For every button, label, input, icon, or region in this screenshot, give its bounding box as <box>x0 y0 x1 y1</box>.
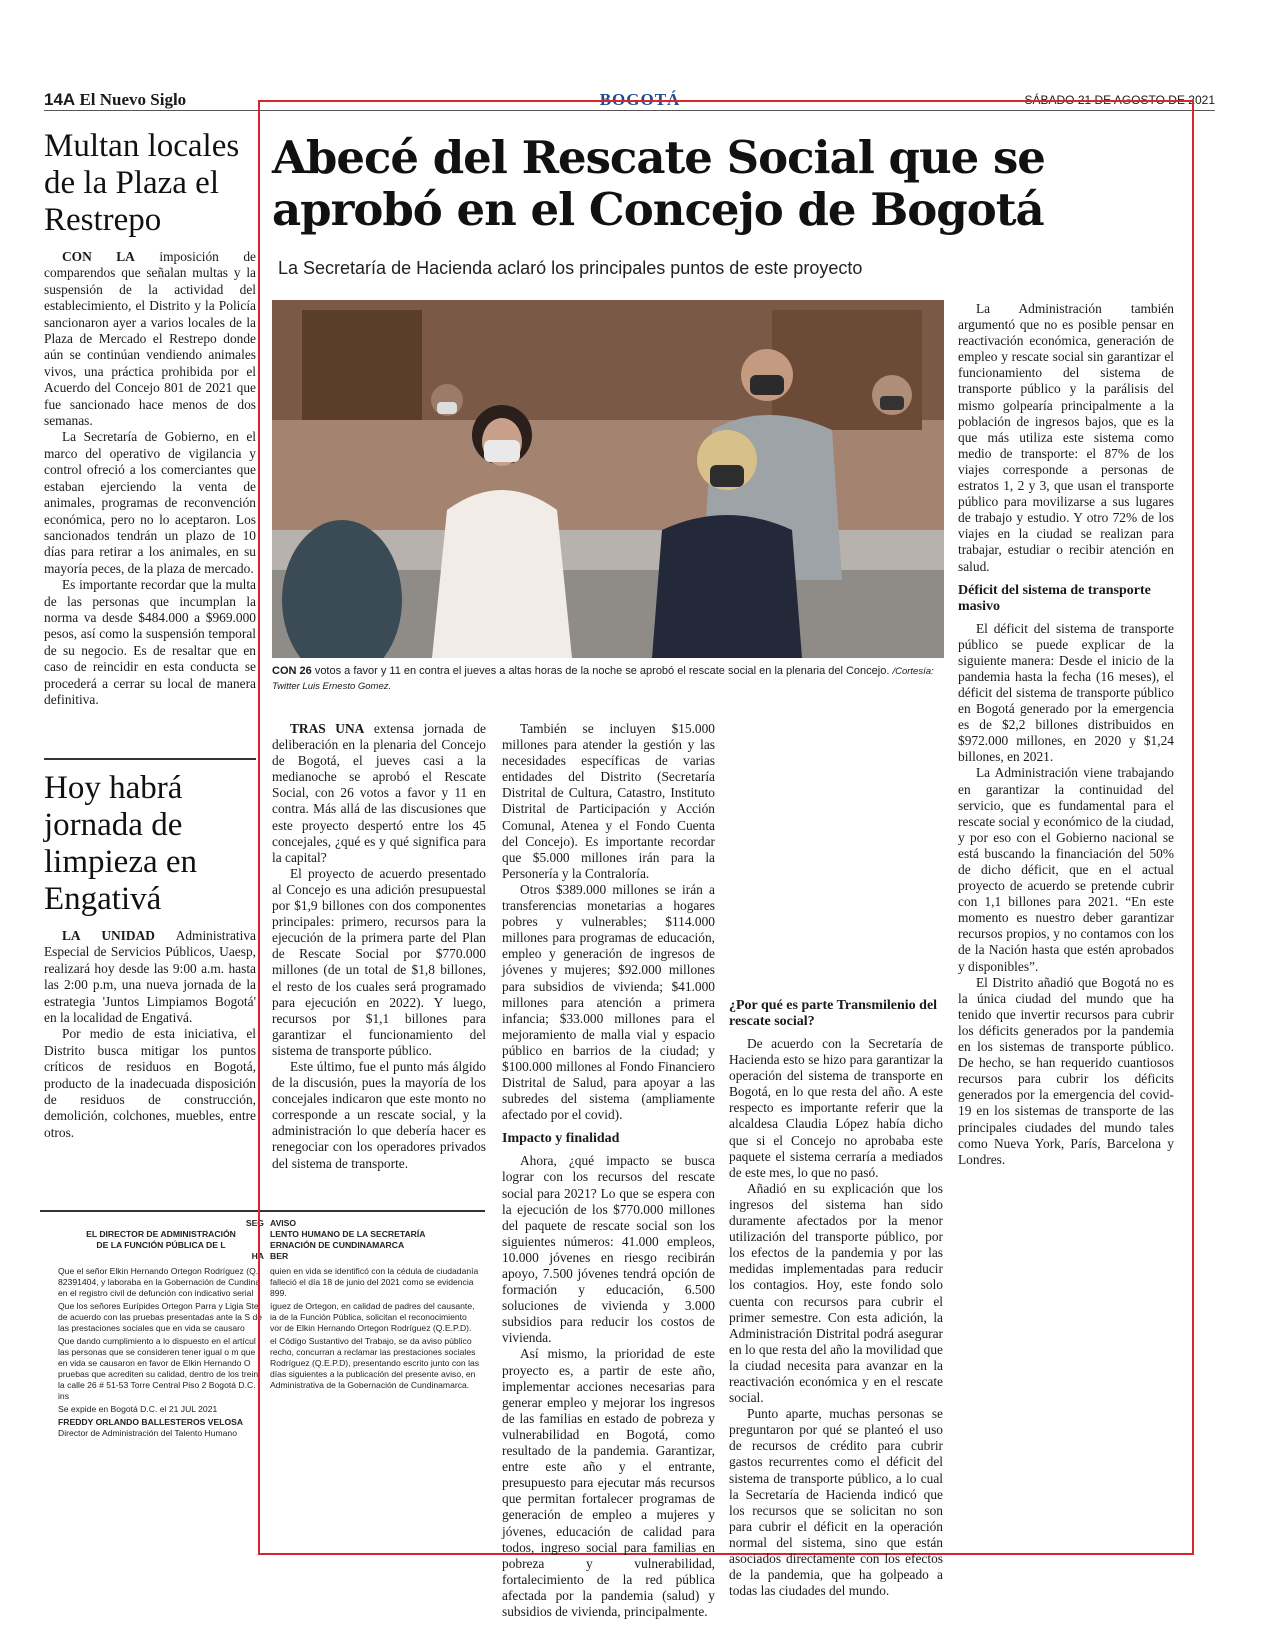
side-story-2-headline: Hoy habrá jornada de limpieza en Engativá <box>44 770 198 917</box>
side-story-1-headline: Multan locales de la Plaza el Restrepo <box>44 128 240 238</box>
notice-right-p3: el Código Sustantivo del Trabajo, se da aviso público recho, concurran a reclamar las prestaciones sociales Rodríguez (Q.E.P.D), presentando escrito junto con las días siguientes a la publicación del presente aviso, en Administrativa de la Gobernación de Cundinamarca. <box>270 1336 480 1390</box>
article-c4-p4: El Distrito añadió que Bogotá no es la única ciudad del mundo que ha tenido que invertir recursos para cubrir los déficits generados por la pandemia en los sistemas de transporte público. De hecho, se han requerido cuantiosos recursos para cubrir los déficits generados por la emergencia del covid-19 en los sistemas de transporte de las principales ciudades del mundo tales como Nueva York, París, Barcelona y Londres. <box>958 974 1174 1167</box>
notice-right-p2: íguez de Ortegon, en calidad de padres del causante, ia de la Función Pública, solicitan el reconocimiento vor de Elkin Hernando Ortegon Rodríguez (Q.E.P.D). <box>270 1301 475 1333</box>
notice-signature-role: Director de Administración del Talento Humano <box>58 1428 237 1438</box>
notice-right-p1: quien en vida se identificó con la cédula de ciudadanía falleció el día 18 de junio del 2021 como se evidencia 899. <box>270 1266 479 1298</box>
notice-left-p4: Se expide en Bogotá D.C. el 21 JUL 2021 <box>58 1404 218 1414</box>
notice-signature-name: FREDDY ORLANDO BALLESTEROS VELOSA <box>58 1417 244 1427</box>
side-story-1-p2: La Secretaría de Gobierno, en el marco del operativo de vigilancia y control ofreció a los comerciantes que estaban ejerciendo la venta de animales, programas de reconvención económica, pero no lo aceptaron. Los sancionados tendrán un plazo de 10 días para retirar a los animales, en su mayoría peces, de la plaza de mercado. <box>44 429 256 576</box>
photo-caption <box>272 664 944 694</box>
article-c1-p1: extensa jornada de deliberación en la plenaria del Concejo de Bogotá, el jueves casi a la medianoche se aprobó el Rescate Social, con 26 votos a favor y 11 en contra. Más allá de las discusiones que este proyecto despertó entre los 45 concejales, ¿qué es y qué significa para la capital? <box>272 721 486 865</box>
subhead-impacto: Impacto y finalidad <box>502 1131 620 1147</box>
article-c4-p1: La Administración también argumentó que no es posible pensar en reactivación económica, generación de empleo y rescate social sin garantizar el funcionamiento del sistema de transporte público y la parálisis del mismo golpearía principalmente a la población de ingresos bajos, que es la que más utiliza este sistema como medio de transporte: el 87% de los viajes corresponde a personas de estratos 1, 2 y 3, que usan el transporte público para movilizarse a sus lugares de trabajo y estudio. Y otro 72% de los viajes en la ciudad se realizan para trabajar, estudiar o recibir atención en salud. <box>958 301 1174 574</box>
article-lead: TRAS UNA <box>290 721 365 736</box>
section-name: BOGOTÁ <box>599 90 681 109</box>
side-divider <box>44 758 256 760</box>
side-story-2 <box>44 770 256 1141</box>
side-story-1-p3: Es importante recordar que la multa de las personas que incumplan la norma va desde $484.000 a $969.000 pesos, así como la suspensión temporal de su negocio. Es de resaltar que en caso de reincidir en esta conducta se procederá a cerrar su local de manera definitiva. <box>44 577 256 707</box>
article-c3-p1: De acuerdo con la Secretaría de Hacienda esto se hizo para garantizar la operación del sistema de transporte en Bogotá, en lo que resta del año. A este respecto es importante referir que la alcaldesa Claudia López había dicho que si el Concejo no aprobaba este paquete el sistema cerraría a mediados de este mes, lo que no pasó. <box>729 1036 943 1180</box>
legal-notice-left <box>58 1218 264 1439</box>
article-c1-p3: Este último, fue el punto más álgido de la discusión, pues la mayoría de los concejales indicaron que este monto no corresponde a un rescate social, y la administración lo que debería hacer es renegociar con los operadores privados del sistema de transporte. <box>272 1058 486 1171</box>
notice-left-heading-3: HA <box>251 1251 264 1261</box>
side-story-2-p2: Por medio de esta iniciativa, el Distrito busca mitigar los puntos críticos de residuos en Bogotá, producto de la inadecuada disposición de residuos de construcción, demolición, colchones, muebles, entre otros. <box>44 1026 256 1140</box>
article-c2-p3: Ahora, ¿qué impacto se busca lograr con los recursos del rescate social para 2021? Lo que se espera con la ejecución de los $770.000 millones del paquete de rescate social son los siguientes números: 41.000 empleos, 10.000 jóvenes en riesgo recibirán apoyo, 7.500 jóvenes tendrá opción de formación y educación, 6.500 soluciones de vivienda y 3.000 subsidios para reducir los costos de vivienda. <box>502 1153 715 1346</box>
article-photo <box>272 300 944 658</box>
notice-left-heading-1: EL DIRECTOR DE ADMINISTRACIÓN <box>86 1229 236 1239</box>
article-c2-p1: También se incluyen $15.000 millones para atender la gestión y las necesidades específicas de varias entidades del Distrito (Secretaría Distrital de Cultura, Catastro, Instituto Distrital de Participación y Acción Comunal, Atenea y el Fondo Cuenta del Concejo). Es importante recordar que $5.000 millones irán para la Personería y la Contraloría. <box>502 721 715 881</box>
page-number: 14A <box>44 90 76 109</box>
notice-right-heading-2: ERNACIÓN DE CUNDINAMARCA <box>270 1240 405 1250</box>
notice-left-p2: Que los señores Eurípides Ortegon Parra y Ligia Stel de acuerdo con las pruebas presentadas ante la S de las prestaciones sociales que en vida se causaro <box>58 1301 263 1333</box>
article-column-2 <box>502 721 715 1620</box>
article-column-1 <box>272 721 486 1172</box>
side-story-2-lead: LA UNIDAD <box>62 928 155 943</box>
article-c3-p3: Punto aparte, muchas personas se preguntaron por qué se planteó el uso de recursos de crédito para cubrir gastos recurrentes como el déficit del sistema de transporte público, a lo cual la Secretaría de Hacienda indicó que los recursos que se solicitan no son para cubrir el déficit en la operación normal del sistema, sino que están asociados directamente con los efectos de la pandemia, que ha golpeado a todas las ciudades del mundo. <box>729 1406 943 1599</box>
newspaper-name: El Nuevo Siglo <box>79 90 187 109</box>
photo-illustration <box>272 300 944 658</box>
article-c2-p2: Otros $389.000 millones se irán a transferencias monetarias a hogares pobres y vulnerables; $114.000 millones para programas de educación, empleo y generación de ingresos de jóvenes y mujeres; $92.000 millones para subsidios de vivienda; $41.000 millones para atención a primera infancia; $33.000 millones para el mejoramiento de malla vial y espacio público en barrios de la ciudad; y $100.000 millones al Fondo Financiero Distrital de Salud, para apoyar a las subredes del sistema (ampliamente afectado por el covid). <box>502 881 715 1123</box>
article-c3-p2: Añadió en su explicación que los ingresos del sistema han sido duramente afectados por la menor utilización del transporte público, por los efectos de la pandemia y por las medidas implementadas para reducir los contagios. Hoy, este fondo solo cuenta con recursos para cubrir el primer semestre. Con esta adición, la Administración Distrital podrá asegurar en lo que resta del año la movilidad que la ciudad necesita para avanzar en la reactivación económica y en el rescate social. <box>729 1180 943 1406</box>
side-story-1-lead: CON LA <box>62 249 135 264</box>
notice-left-tag: SEG <box>245 1218 264 1228</box>
page-date: SÁBADO 21 DE AGOSTO DE 2021 <box>1024 93 1215 107</box>
article-c4-p3: La Administración viene trabajando en garantizar la continuidad del servicio, que es fundamental para el rescate social y económico de la ciudad, y por eso con el Gobierno nacional se está buscando la financiación del 50% de dicho déficit, que en el actual proyecto de acuerdo se pretende cubrir con 1,1 billones para 2021. “En este momento es nuestro deber garantizar recursos propios, y no contamos con los de la Nación hasta que estén aprobados y disponibles”. <box>958 765 1174 974</box>
article-subtitle: La Secretaría de Hacienda aclaró los principales puntos de este proyecto <box>278 258 863 278</box>
subhead-transmilenio: ¿Por qué es parte Transmilenio del rescate social? <box>729 998 938 1029</box>
article-title: Abecé del Rescate Social que se aprobó en el Concejo de Bogotá <box>272 131 1045 236</box>
notice-right-heading-1: LENTO HUMANO DE LA SECRETARÍA <box>270 1229 426 1239</box>
article-column-4 <box>958 301 1174 1168</box>
subhead-deficit: Déficit del sistema de transporte masivo <box>958 582 1151 614</box>
notice-left-heading-2: DE LA FUNCIÓN PÚBLICA DE L <box>96 1240 226 1250</box>
article-c1-p2: El proyecto de acuerdo presentado al Concejo es una adición presupuestal por $1,9 billones con dos componentes principales: primero, recursos para la ejecución de la primera parte del Plan de Rescate Social por $770.000 millones (de un total de $1,8 billones, el resto de los cuales será programado para ejecución en 2022). Y luego, recursos por $1,1 billones para garantizar el funcionamiento del sistema de transporte público. <box>272 865 486 1058</box>
caption-lead: CON 26 <box>272 665 312 677</box>
notice-right-heading-3: BER <box>270 1251 289 1261</box>
page-header-left <box>44 90 186 110</box>
side-story-1-p1: imposición de comparendos que señalan multas y la suspensión de la actividad del establecimiento, el Distrito y la Policía sancionaron ayer a varios locales de la Plaza de Mercado el Restrepo donde aún se continúan vendiendo animales vivos, una práctica prohibida por el Acuerdo del Concejo 801 de 2021 que fue sancionado hace menos de dos semanas. <box>44 249 256 429</box>
article-c2-p4: Así mismo, la prioridad de este proyecto es, a partir de este año, implementar acciones necesarias para generar empleo y mejorar los ingresos de las familias en estado de pobreza y vulnerabilidad en Bogotá, como resultado de la pandemia. Garantizar, entre este año y el entrante, presupuesto para ejecutar más recursos que permitan fortalecer programas de generación de empleo a mujeres y jóvenes, educación de calidad para todos, ingreso social para familias en pobreza y vulnerabilidad, fortalecimiento de la red pública afectada por la pandemia (salud) y subsidios de vivienda, principalmente. <box>502 1346 715 1619</box>
caption-text: votos a favor y 11 en contra el jueves a altas horas de la noche se aprobó el rescate social en la plenaria del Concejo. <box>314 665 890 677</box>
notice-right-tag: AVISO <box>270 1218 297 1228</box>
side-story-2-p1: Administrativa Especial de Servicios Públicos, Uaesp, realizará hoy desde las 9:00 a.m. hasta las 2:00 p.m, una nueva jornada de la estrategia 'Juntos Limpiamos Bogotá' en la localidad de Engativá. <box>44 928 256 1026</box>
side-story-1 <box>44 128 256 708</box>
article-c4-p2: El déficit del sistema de transporte público se puede explicar de la siguiente manera: Desde el inicio de la pandemia hasta la fecha (16 meses), el déficit del sistema de transporte público en Bogotá generado por la emergencia es de $2,2 billones distribuidos en $972.000 millones, en 2020 y $1,24 billones, en 2021. <box>958 620 1174 765</box>
article-column-3 <box>729 990 943 1599</box>
caption-credit: /Cortesía: Twitter Luis Ernesto Gomez. <box>272 666 934 692</box>
notice-left-p1: Que el señor Elkin Hernando Ortegon Rodríguez (Q. 82391404, y laboraba en la Gobernación de Cundina en el registro civil de defunción con indicativo serial <box>58 1266 261 1298</box>
notice-left-p3: Que dando cumplimiento a lo dispuesto en el artícul las personas que se consideren tener igual o m que en vida se causaron en favor de Elkin Hernando O pruebas que acrediten su calidad, dentro de los trein la calle 26 # 51-53 Torre Central Piso 2 Bogotá D.C. ins <box>58 1336 259 1401</box>
